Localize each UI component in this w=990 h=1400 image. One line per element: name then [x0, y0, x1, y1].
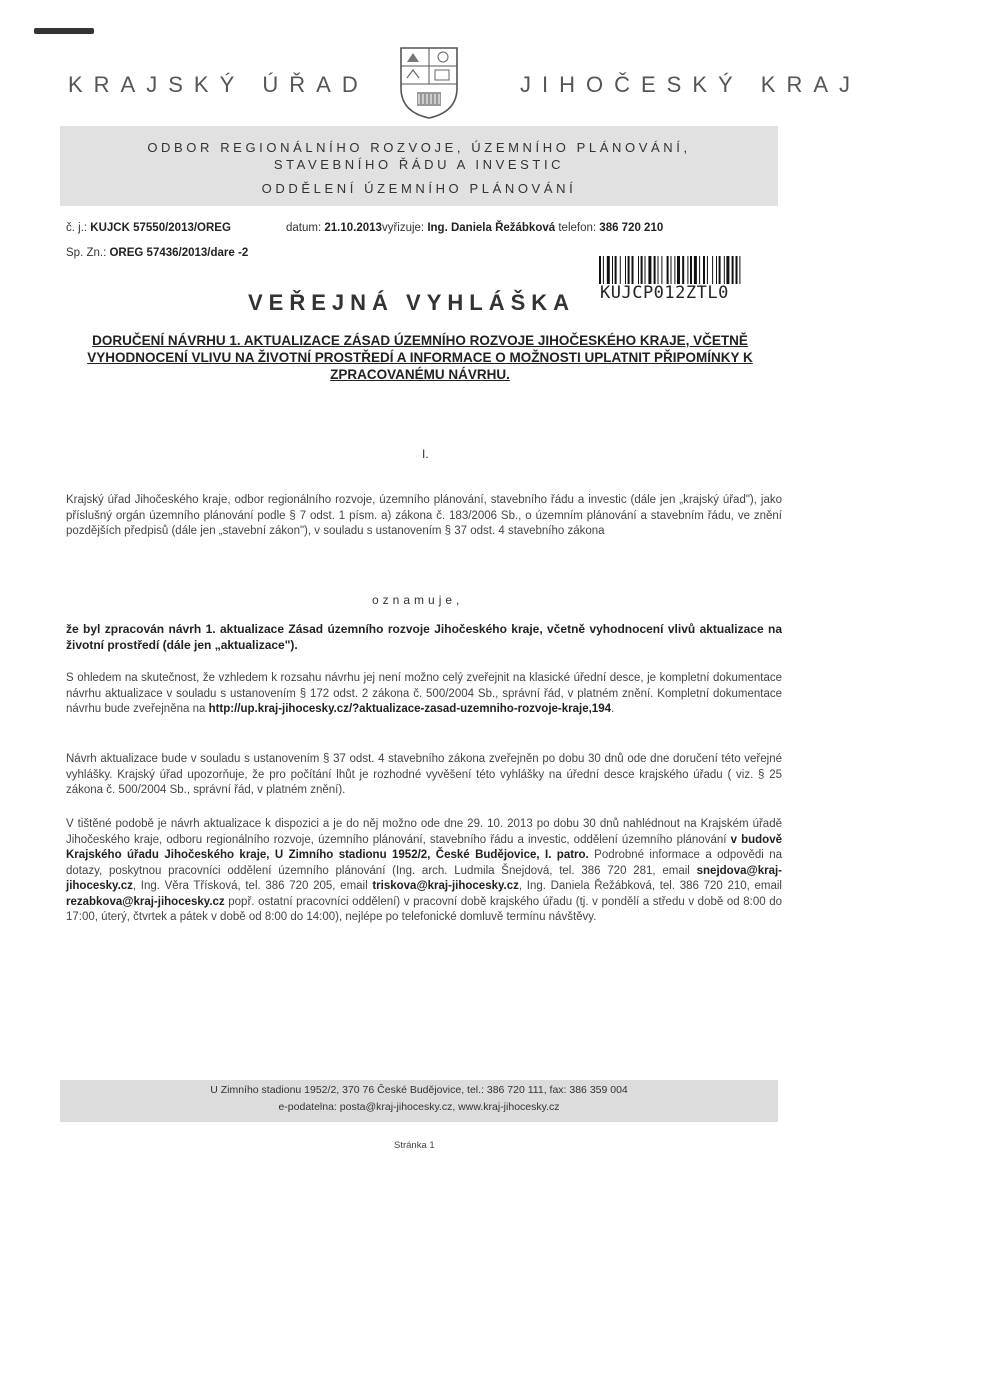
- email-rezabkova[interactable]: rezabkova@kraj-jihocesky.cz: [66, 895, 225, 908]
- inspection-text-c: Podrobné informace a odpovědi na dotazy, poskytnou pracovníci oddělení územního plánování (Ing. arch. Ludmila Šnejdová, tel. 386 720 281, email: [66, 849, 782, 877]
- documentation-link[interactable]: http://up.kraj-jihocesky.cz/?aktualizace-zasad-uzemniho-rozvoje-kraje,194: [208, 703, 611, 715]
- footer-contacts: e-podatelna: posta@kraj-jihocesky.cz, www.kraj-jihocesky.cz: [278, 1101, 560, 1113]
- email-triskova[interactable]: triskova@kraj-jihocesky.cz: [372, 880, 519, 892]
- reference-label: č. j.:: [66, 222, 88, 234]
- department-name-line1: ODBOR REGIONÁLNÍHO ROZVOJE, ÚZEMNÍHO PLÁNOVÁNÍ,: [147, 140, 691, 155]
- handler-value: Ing. Daniela Řežábková: [427, 222, 556, 234]
- document-subject: DORUČENÍ NÁVRHU 1. AKTUALIZACE ZÁSAD ÚZEMNÍHO ROZVOJE JIHOČESKÉHO KRAJE, VČETNĚ VYHODNOCENÍ VLIVU NA ŽIVOTNÍ PROSTŘEDÍ A INFORMACE O MOŽNOSTI UPLATNIT PŘIPOMÍNKY K ZPRACOVANÉMU NÁVRHU.: [87, 333, 753, 382]
- inspection-text-a: V tištěné podobě je návrh aktualizace k dispozici a je do něj možno ode dne 29. 10. 2013 po dobu 30 dnů nahlédnout na Krajském úřadě Jihočeského kraje, odboru regionálního rozvoje, územního plánování, stavebního řádu a investic, oddělení územního plánování: [66, 818, 782, 846]
- inspection-text-d: , Ing. Věra Třísková, tel. 386 720 205, email: [132, 880, 373, 892]
- phone-label: telefon:: [558, 222, 597, 234]
- section-name: ODDĚLENÍ ÚZEMNÍHO PLÁNOVÁNÍ: [261, 181, 577, 196]
- barcode-text: KUJCP012ZTL0: [600, 283, 729, 303]
- file-number-label: Sp. Zn.:: [66, 247, 107, 259]
- paragraph-publication: [66, 671, 782, 718]
- reference-number: [66, 222, 231, 234]
- footer-address: U Zimního stadionu 1952/2, 370 76 České Budějovice, tel.: 386 720 111, fax: 386 359 004: [210, 1084, 628, 1096]
- handler-label: vyřizuje:: [381, 222, 425, 234]
- inspection-text-e: , Ing. Daniela Řežábková, tel. 386 720 210, email: [518, 880, 782, 892]
- date-value: 21.10.2013: [324, 222, 382, 234]
- department-name-line2: STAVEBNÍHO ŘÁDU A INVESTIC: [273, 157, 565, 172]
- document-title: VEŘEJNÁ VYHLÁŠKA: [248, 290, 576, 315]
- paragraph-inspection: [66, 817, 782, 926]
- meta-details: [286, 222, 663, 234]
- announcement-verb: oznamuje,: [372, 593, 464, 607]
- section-number: I.: [422, 447, 429, 461]
- region-name: JIHOČESKÝ KRAJ: [520, 72, 862, 97]
- email-snejdova[interactable]: snejdova@kraj-jihocesky.cz: [66, 864, 782, 892]
- paragraph-authority: Krajský úřad Jihočeského kraje, odbor regionálního rozvoje, územního plánování, stavebního řádu a investic (dále jen „krajský úřad"), jako příslušný orgán územního plánování podle § 7 odst. 1 písm. a) zákona č. 183/2006 Sb., o územním plánování a stavebním řádu, ve znění pozdějších předpisů (dále jen „stavební zákon"), v souladu s ustanovením § 37 odst. 4 stavebního zákona: [66, 494, 782, 537]
- scan-corner-mark: [34, 28, 94, 34]
- coat-of-arms-icon: [397, 44, 461, 120]
- phone-value: 386 720 210: [599, 222, 664, 234]
- inspection-text-f: popř. ostatní pracovníci oddělení) v pracovní době krajského úřadu (tj. v pondělí a středu v době od 8:00 do 17:00, úterý, čtvrtek a pátek v době od 8:00 do 14:00), nejlépe po telefonické domluvě termínu návštěvy.: [66, 895, 782, 923]
- reference-value: KUJCK 57550/2013/OREG: [90, 222, 231, 234]
- office-name: KRAJSKÝ ÚŘAD: [68, 72, 369, 97]
- barcode-icon: [598, 256, 780, 284]
- publication-text: S ohledem na skutečnost, že vzhledem k rozsahu návrhu jej není možno celý zveřejnit na klasické úřední desce, je kompletní dokumentace návrhu aktualizace v souladu s ustanovením § 172 odst. 2 zákona č. 500/2004 Sb., správní řád, v platném znění. Kompletní dokumentace návrhu bude zveřejněna na: [66, 672, 782, 715]
- paragraph-announcement: že byl zpracován návrh 1. aktualizace Zásad územního rozvoje Jihočeského kraje, včetně vyhodnocení vlivů aktualizace na životní prostředí (dále jen „aktualizace").: [66, 622, 782, 652]
- publication-end: .: [610, 703, 615, 715]
- date-label: datum:: [286, 222, 322, 234]
- file-number: [66, 247, 248, 259]
- inspection-location: v budově Krajského úřadu Jihočeského kraje, U Zimního stadionu 1952/2, České Budějovice, I. patro.: [66, 833, 782, 861]
- file-number-value: OREG 57436/2013/dare -2: [109, 247, 249, 259]
- paragraph-display-period: Návrh aktualizace bude v souladu s ustanovením § 37 odst. 4 stavebního zákona zveřejněn po dobu 30 dnů ode dne doručení této veřejné vyhlášky. Krajský úřad upozorňuje, že pro počítání lhůt je rozhodné vyvěšení této vyhlášky na úřední desce krajského úřadu ( viz. § 25 zákona č. 500/2004 Sb., správní řád, v platném znění).: [66, 753, 782, 796]
- page-number: Stránka 1: [394, 1140, 435, 1151]
